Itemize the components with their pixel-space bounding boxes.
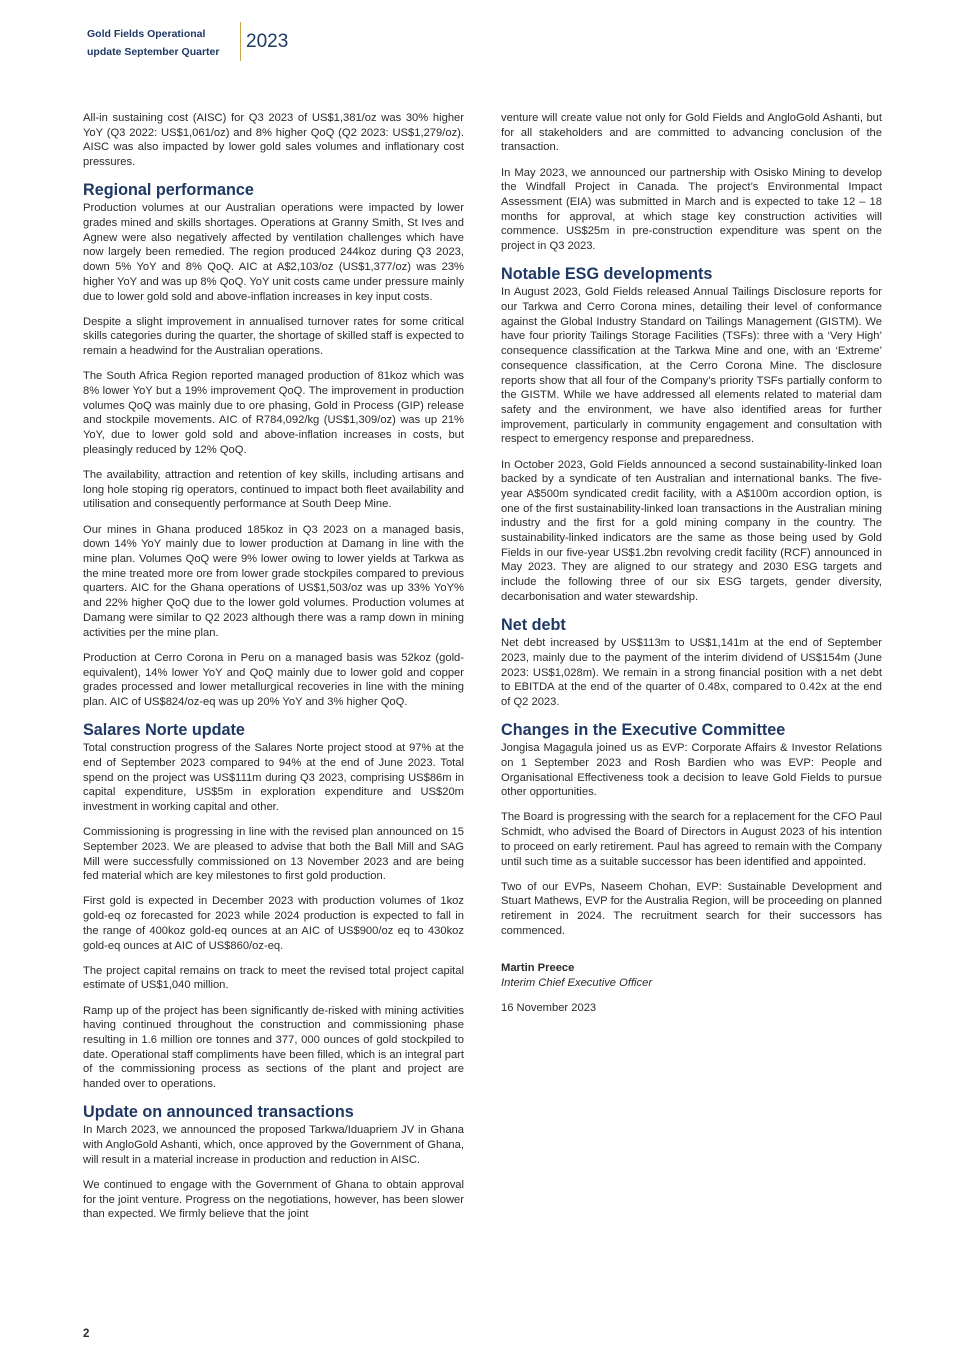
regional-australia-paragraph: Production volumes at our Australian operations were impacted by lower grades mined and skills shortages. Operations at Granny Smith, St Ives and Agnew were also negatively affected by ventilation challenges which have now largely been remedied. The region produced 244koz during Q3 2023, down 5% YoY and 8% QoQ. AIC at A$2,103/oz (US$1,377/oz) was 23% higher YoY and was up 8% QoQ. YoY unit costs came under pressure mainly due to lower gold sold and above-inflation increases in key input costs. <box>83 202 464 303</box>
esg-heading: Notable ESG developments <box>501 265 713 284</box>
page-number: 2 <box>83 1328 90 1340</box>
transactions-heading: Update on announced transactions <box>83 1103 354 1122</box>
salares-commissioning-paragraph: Commissioning is progressing in line with the revised plan announced on 15 September 2023. We are pleased to advise that both the Ball Mill and SAG Mill were successfully commissioned on 13 November 2023 and are being fed material which are key milestones to first gold production. <box>83 826 464 883</box>
transactions-windfall-paragraph: In May 2023, we announced our partnership with Osisko Mining to develop the Windfall Project in Canada. The project’s Environmental Impact Assessment (EIA) was submitted in March and is expected to take 12 – 18 months for approval, at which stage key construction activities will commence. US$25m in pre-construction expenditure was spent on the project in Q3 2023. <box>501 166 882 253</box>
header-divider <box>240 22 241 61</box>
regional-south-deep-paragraph: The availability, attraction and retention of key skills, including artisans and long hole stoping rig operators, continued to impact both fleet availability and utilisation and consequently performance at South Deep Mine. <box>83 469 464 511</box>
exco-cfo-paragraph: The Board is progressing with the search for a replacement for the CFO Paul Schmidt, who advised the Board of Directors in August 2023 of his intention to proceed on early retirement. Paul has agreed to remain with the Company until such time as a suitable successor has been identified and appointed. <box>501 811 882 868</box>
signature-date: 16 November 2023 <box>501 1001 597 1014</box>
exco-appointments-paragraph: Jongisa Magagula joined us as EVP: Corporate Affairs & Investor Relations on 1 September 2023 and Rosh Bardien who was EVP: People and Organisational Effectiveness took a decision to leave Gold Fields to pursue other opportunities. <box>501 742 882 799</box>
regional-performance-heading: Regional performance <box>83 181 254 200</box>
aisc-paragraph: All-in sustaining cost (AISC) for Q3 2023 of US$1,381/oz was 30% higher YoY (Q3 2022: US$1,061/oz) and 8% higher QoQ (Q2 2023: US$1,279/oz). AISC was also impacted by lower gold sales volumes and inflationary cost pressures. <box>83 112 464 169</box>
transactions-ghana-continued-paragraph: venture will create value not only for Gold Fields and AngloGold Ashanti, but for all stakeholders and are committed to advancing conclusion of the transaction. <box>501 112 882 154</box>
salares-norte-heading: Salares Norte update <box>83 721 245 740</box>
regional-peru-paragraph: Production at Cerro Corona in Peru on a managed basis was 52koz (gold-equivalent), 14% lower YoY and QoQ mainly due to lower gold and copper grades processed and lower metallurgical recoveries in line with the mining plan. AIC of US$824/oz-eq was up 20% YoY and 3% higher QoQ. <box>83 651 464 708</box>
signature-name: Martin Preece <box>501 961 575 974</box>
salares-progress-paragraph: Total construction progress of the Salares Norte project stood at 97% at the end of September 2023 compared to 94% at the end of June 2023. Total spend on the project was US$111m during Q3 2023, comprising US$86m in capital expenditure, US$5m in exploration expenditure and US$20m investment in working capital and other. <box>83 742 464 813</box>
salares-capital-paragraph: The project capital remains on track to meet the revised total project capital estimate of US$1,040 million. <box>83 964 464 992</box>
esg-tailings-paragraph: In August 2023, Gold Fields released Annual Tailings Disclosure reports for our Tarkwa and Cerro Corona mines, detailing their level of conformance against the Global Industry Standard on Tailings Management (GISTM). We have four priority Tailings Storage Facilities (TSFs): three with a ‘Very High’ consequence classification at the Tarkwa Mine and one, with an ‘Extreme’ consequence classification, at the Cerro Corona Mine. The disclosure reports show that all four of the Company’s priority TSFs partially conform to the GISTM. While we have addressed all elements related to material dam safety and the environment, we have also identified areas for further improvement, particularly in community engagement and consultation with respect to emergency response and preparedness. <box>501 286 882 446</box>
signature-block <box>501 961 882 1016</box>
header-year: 2023 <box>246 31 289 52</box>
right-column <box>501 111 882 1016</box>
header-company-line1: Gold Fields Operational <box>87 28 206 40</box>
executive-committee-heading: Changes in the Executive Committee <box>501 721 786 740</box>
header-company-line2: update September Quarter <box>87 46 220 58</box>
transactions-ghana-paragraph: We continued to engage with the Government of Ghana to obtain approval for the joint venture. Progress on the negotiations, however, has been slower than expected. We firmly believe that the joint <box>83 1178 464 1221</box>
transactions-jv-paragraph: In March 2023, we announced the proposed Tarkwa/Iduapriem JV in Ghana with AngloGold Ashanti, which, once approved by the Government of Ghana, will result in a material increase in production and reduction in AISC. <box>83 1124 464 1166</box>
signature-title: Interim Chief Executive Officer <box>501 976 653 989</box>
salares-rampup-paragraph: Ramp up of the project has been significantly de-risked with mining activities having continued throughout the construction and commissioning phase resulting in 1.6 million ore tonnes and 377, 000 ounces of gold stockpiled to date. Operational staff compliments have been filled, which is an integral part of the commissioning process as sections of the plant and project are handed over to operations. <box>83 1004 465 1091</box>
salares-first-gold-paragraph: First gold is expected in December 2023 with production volumes of 1koz gold-eq oz forecasted for 2023 while 2024 production is expected to fall in the range of 400koz gold-eq ounces at an AIC of US$900/oz eq to 430koz gold-eq ounces at AIC of US$860/oz-eq. <box>83 895 464 952</box>
regional-south-africa-paragraph: The South Africa Region reported managed production of 81koz which was 8% lower YoY but a 19% improvement QoQ. The improvement in production volumes QoQ was mainly due to ore phasing, Gold in Process (GIP) release and stockpile movements. AIC of R784,092/kg (US$1,309/oz) was up 21% YoY, due to lower gold sold and above-inflation increases in costs, but pleasingly reduced by 12% QoQ. <box>83 370 464 456</box>
regional-ghana-paragraph: Our mines in Ghana produced 185koz in Q3 2023 on a managed basis, down 14% YoY mainly due to lower production at Damang in line with the mine plan. Volumes QoQ were 9% lower owing to lower yields at Tarkwa as the mine treated more ore from lower grade stockpiles compared to previous quarters. AIC for the Ghana operations of US$1,503/oz was up 33% YoY% and 22% higher QoQ due to the lower gold volumes. Production volumes at Damang were similar to Q2 2023 although there was a ramp down in mining activities per the mine plan. <box>83 523 464 639</box>
net-debt-paragraph: Net debt increased by US$113m to US$1,141m at the end of September 2023, mainly due to the payment of the interim dividend of US$154m (June 2023: US$1,028m). We remain in a strong financial position with a net debt to EBITDA at the end of the quarter of 0.48x, compared to 0.42x at the end of Q2 2023. <box>501 637 882 708</box>
esg-loan-paragraph: In October 2023, Gold Fields announced a second sustainability-linked loan backed by a syndicate of ten Australian and international banks. The five-year A$500m syndicated credit facility, with a A$100m accordion option, is one of the first sustainability-linked loan transactions in the Australian mining industry and the first for a gold mining company in the country. The sustainability-linked indicators are the same as those being used by Gold Fields in our five-year US$1.2bn revolving credit facility (RCF) announced in May 2023. They are aligned to our strategy and 2030 ESG targets and include the following three of our six ESG targets, gender diversity, decarbonisation and water stewardship. <box>501 458 882 603</box>
net-debt-heading: Net debt <box>501 616 566 635</box>
header-company <box>87 25 237 61</box>
left-column <box>83 111 464 1233</box>
exco-retirement-paragraph: Two of our EVPs, Naseem Chohan, EVP: Sustainable Development and Stuart Mathews, EVP for the Australia Region, will be proceeding on planned retirement in 2024. The recruitment search for their successors has commenced. <box>501 880 882 937</box>
regional-skills-paragraph: Despite a slight improvement in annualised turnover rates for some critical skills categories during the quarter, the shortage of skilled staff is expected to remain a headwind for the Australian operations. <box>83 315 465 358</box>
